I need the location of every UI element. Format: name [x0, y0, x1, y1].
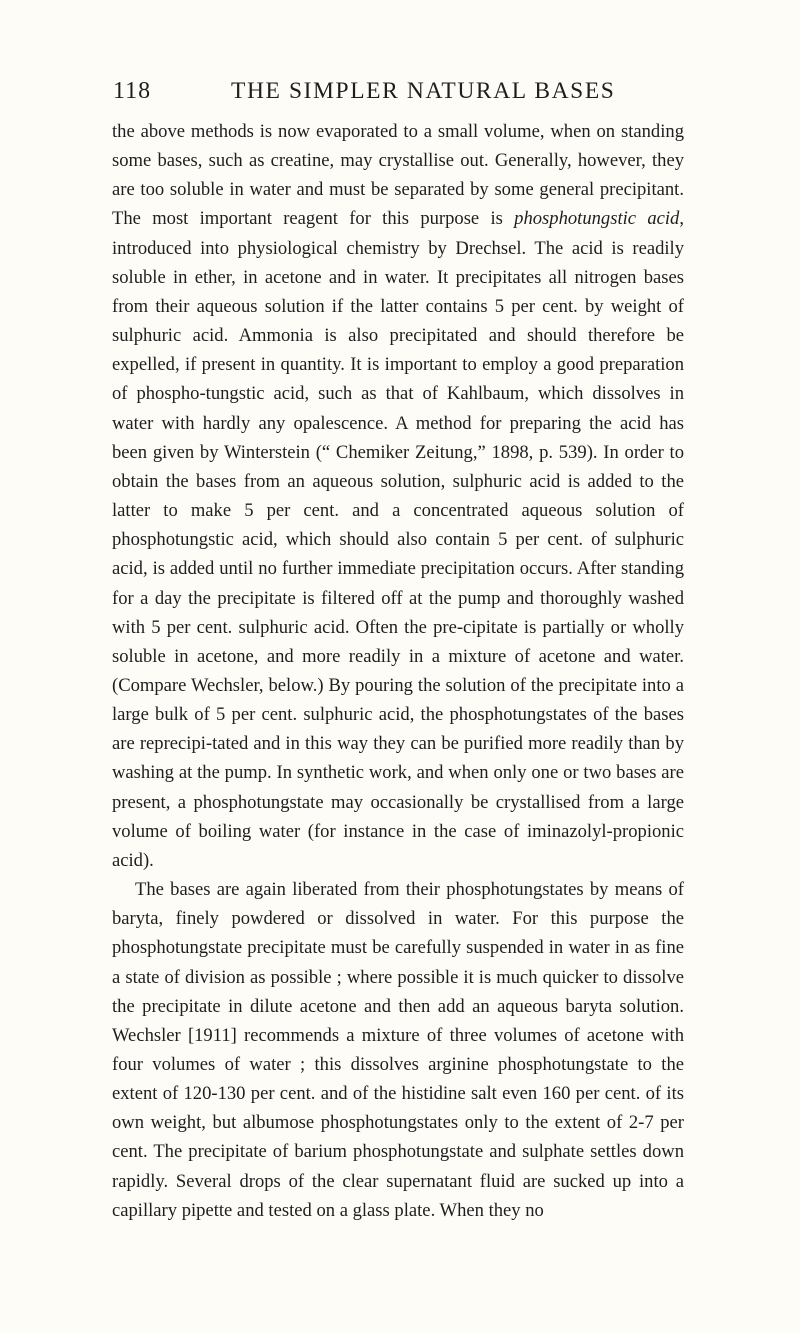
- paragraph-text: The bases are again liberated from their phosphotungstates by means of baryta, finely powdered or dissolved in water. For this purpose the phosphotungstate precipitate must be carefully suspended in water in as fine a state of division as possible ; where possible it is much quicker to dissolve the precipitate in dilute acetone and then add an aqueous baryta solution. Wechsler [1911] recommends a mixture of three volumes of acetone with four volumes of water ; this dissolves arginine phosphotungstate to the extent of 120-130 per cent. and of the histidine salt even 160 per cent. of its own weight, but albumose phosphotungstates only to the extent of 2-7 per cent. The precipitate of barium phosphotungstate and sulphate settles down rapidly. Several drops of the clear supernatant fluid are sucked up into a capillary pipette and tested on a glass plate. When they no: [112, 879, 684, 1221]
- paragraph-text: , introduced into physiological chemistry by Drechsel. The acid is readily soluble in ether, in acetone and in water. It precipitates all nitrogen bases from their aqueous solution if the latter contains 5 per cent. by weight of sulphuric acid. Ammonia is also precipitated and should therefore be expelled, if present in quantity. It is important to employ a good preparation of phospho-tungstic acid, such as that of Kahlbaum, which dissolves in water with hardly any opalescence. A method for preparing the acid has been given by Winterstein (“ Chemiker Zeitung,” 1898, p. 539). In order to obtain the bases from an aqueous solution, sulphuric acid is added to the latter to make 5 per cent. and a concentrated aqueous solution of phosphotungstic acid, which should also contain 5 per cent. of sulphuric acid, is added until no further immediate precipitation occurs. After standing for a day the precipitate is filtered off at the pump and thoroughly washed with 5 per cent. sulphuric acid. Often the pre-cipitate is partially or wholly soluble in acetone, and more readily in a mixture of acetone and water. (Compare Wechsler, below.) By pouring the solution of the precipitate into a large bulk of 5 per cent. sulphuric acid, the phosphotungstates of the bases are reprecipi-tated and in this way they can be purified more readily than by washing at the pump. In synthetic work, and when only one or two bases are present, a phosphotungstate may occasionally be crystallised from a large volume of boiling water (for instance in the case of iminazolyl-propionic acid).: [112, 208, 685, 871]
- body-text: [112, 117, 684, 1225]
- paragraph: [112, 117, 684, 875]
- page-number: 118: [113, 78, 152, 104]
- paragraph: [112, 875, 684, 1225]
- running-title: THE SIMPLER NATURAL BASES: [231, 78, 616, 104]
- paragraph-text: the above methods is now evaporated to a small volume, when on standing some bases, such as creatine, may crystallise out. Generally, however, they are too soluble in water and must be separated by some general precipitant. The most important reagent for this purpose is: [112, 121, 684, 230]
- running-header: [113, 78, 680, 112]
- italic-term: phosphotungstic acid: [514, 208, 680, 230]
